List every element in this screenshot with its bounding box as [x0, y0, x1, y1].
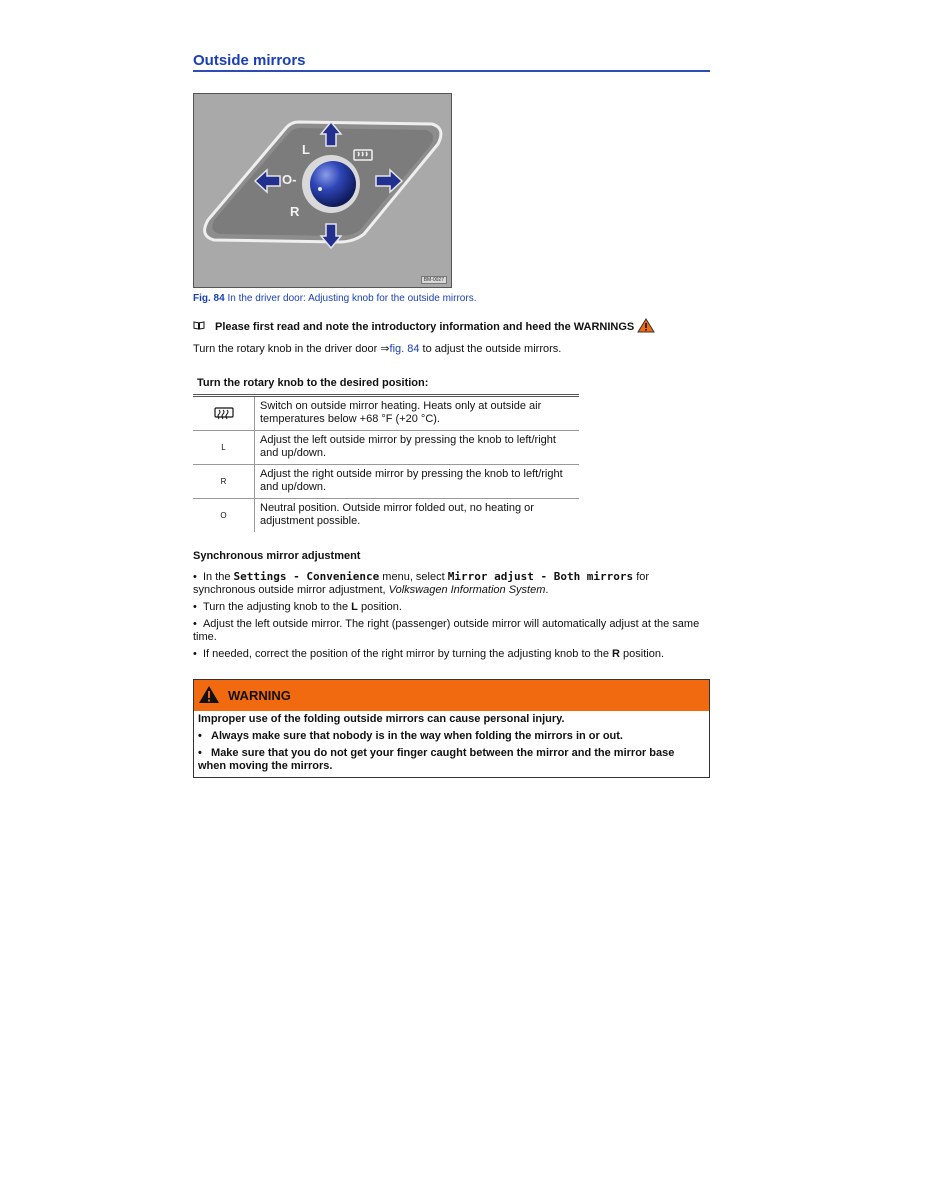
table-row [193, 431, 579, 465]
intro-paragraph [193, 342, 561, 355]
menu-item-name: Mirror adjust - Both mirrors [447, 570, 634, 583]
warning-triangle-icon [637, 318, 655, 336]
sync-list [193, 570, 710, 665]
read-note [193, 318, 655, 336]
position-key: L [351, 601, 358, 613]
read-note-text: Please first read and note the introductory information and heed the WARNINGS [215, 321, 635, 333]
table-row [193, 499, 579, 532]
positions-table [193, 394, 579, 532]
warning-item: • Always make sure that nobody is in the way when folding the mirrors in or out. [198, 730, 623, 742]
list-text: In the [202, 571, 234, 583]
figure-code: BM-0027 [421, 276, 447, 284]
rotary-knob [310, 161, 356, 207]
warning-triangle-icon [198, 685, 220, 707]
list-text: Turn the adjusting knob to the [202, 601, 352, 613]
mirror-heating-icon [193, 397, 255, 430]
table-cell: Adjust the right outside mirror by pressing the knob to left/right and up/down. [260, 468, 563, 493]
warning-item-text: Make sure that you do not get your finger caught between the mirror and the mirror base when moving the mirrors. [198, 747, 675, 772]
menu-name: Settings - Convenience [233, 570, 380, 583]
table-cell: Adjust the left outside mirror by pressing the knob to left/right and up/down. [260, 434, 556, 459]
ref-arrow: ⇒ [380, 343, 390, 355]
mirror-knob-illustration [194, 94, 451, 287]
knob-label-o: O- [282, 172, 297, 187]
warning-box [193, 679, 710, 778]
figure-number: Fig. 84 [193, 293, 225, 304]
mirror-knob-figure [193, 93, 452, 288]
table-key: O [193, 499, 255, 532]
list-text: position. [357, 601, 402, 613]
list-item: • Adjust the left outside mirror. The right (passenger) outside mirror will automatically adjust at the same time. [193, 618, 700, 643]
table-key: L [193, 431, 255, 464]
knob-label-l: L [302, 142, 310, 157]
warning-label: WARNING [228, 688, 291, 703]
list-item: • Turn the adjusting knob to the L position. [193, 601, 402, 613]
position-key: R [612, 648, 620, 660]
warning-body [194, 711, 709, 777]
knob-label-r: R [290, 204, 300, 219]
page-title: Outside mirrors [193, 52, 306, 69]
list-item: • In the Settings - Convenience menu, select Mirror adjust - Both mirrors for synchronous outside mirror adjustment, Volkswagen Information System. [193, 570, 650, 596]
list-text: If needed, correct the position of the right mirror by turning the adjusting knob to the [202, 648, 613, 660]
warning-item-text: Always make sure that nobody is in the way when folding the mirrors in or out. [211, 730, 623, 742]
intro-text: Turn the rotary knob in the driver door [193, 343, 381, 355]
list-text: menu, select [379, 571, 448, 583]
list-text: position. [620, 648, 665, 660]
warning-header [194, 680, 709, 711]
book-icon [193, 321, 207, 333]
list-item: • If needed, correct the position of the right mirror by turning the adjusting knob to the R position. [193, 648, 665, 660]
figure-caption [193, 293, 476, 304]
table-cell: Neutral position. Outside mirror folded out, no heating or adjustment possible. [260, 502, 534, 527]
list-text: . [545, 584, 549, 596]
table-key: R [193, 465, 255, 498]
figure-link[interactable]: fig. 84 [389, 343, 420, 355]
table-cell: Switch on outside mirror heating. Heats only at outside air temperatures below +68 °F (+20 °C). [260, 400, 542, 425]
warning-lead: Improper use of the folding outside mirrors can cause personal injury. [198, 713, 565, 725]
table-row [193, 465, 579, 499]
warning-item: • Make sure that you do not get your finger caught between the mirror and the mirror base when moving the mirrors. [198, 747, 675, 772]
system-name: Volkswagen Information System [388, 584, 546, 596]
table-row [193, 397, 579, 431]
caption-text: In the driver door: Adjusting knob for the outside mirrors. [224, 293, 477, 304]
section-heading: Synchronous mirror adjustment [193, 550, 361, 562]
list-text: for synchronous outside mirror adjustment, [193, 571, 650, 596]
table-heading: Turn the rotary knob to the desired position: [197, 377, 429, 389]
title-divider [193, 70, 710, 72]
intro-text-end: to adjust the outside mirrors. [419, 343, 562, 355]
list-text: Adjust the left outside mirror. The right (passenger) outside mirror will automatically adjust at the same time. [193, 618, 700, 643]
